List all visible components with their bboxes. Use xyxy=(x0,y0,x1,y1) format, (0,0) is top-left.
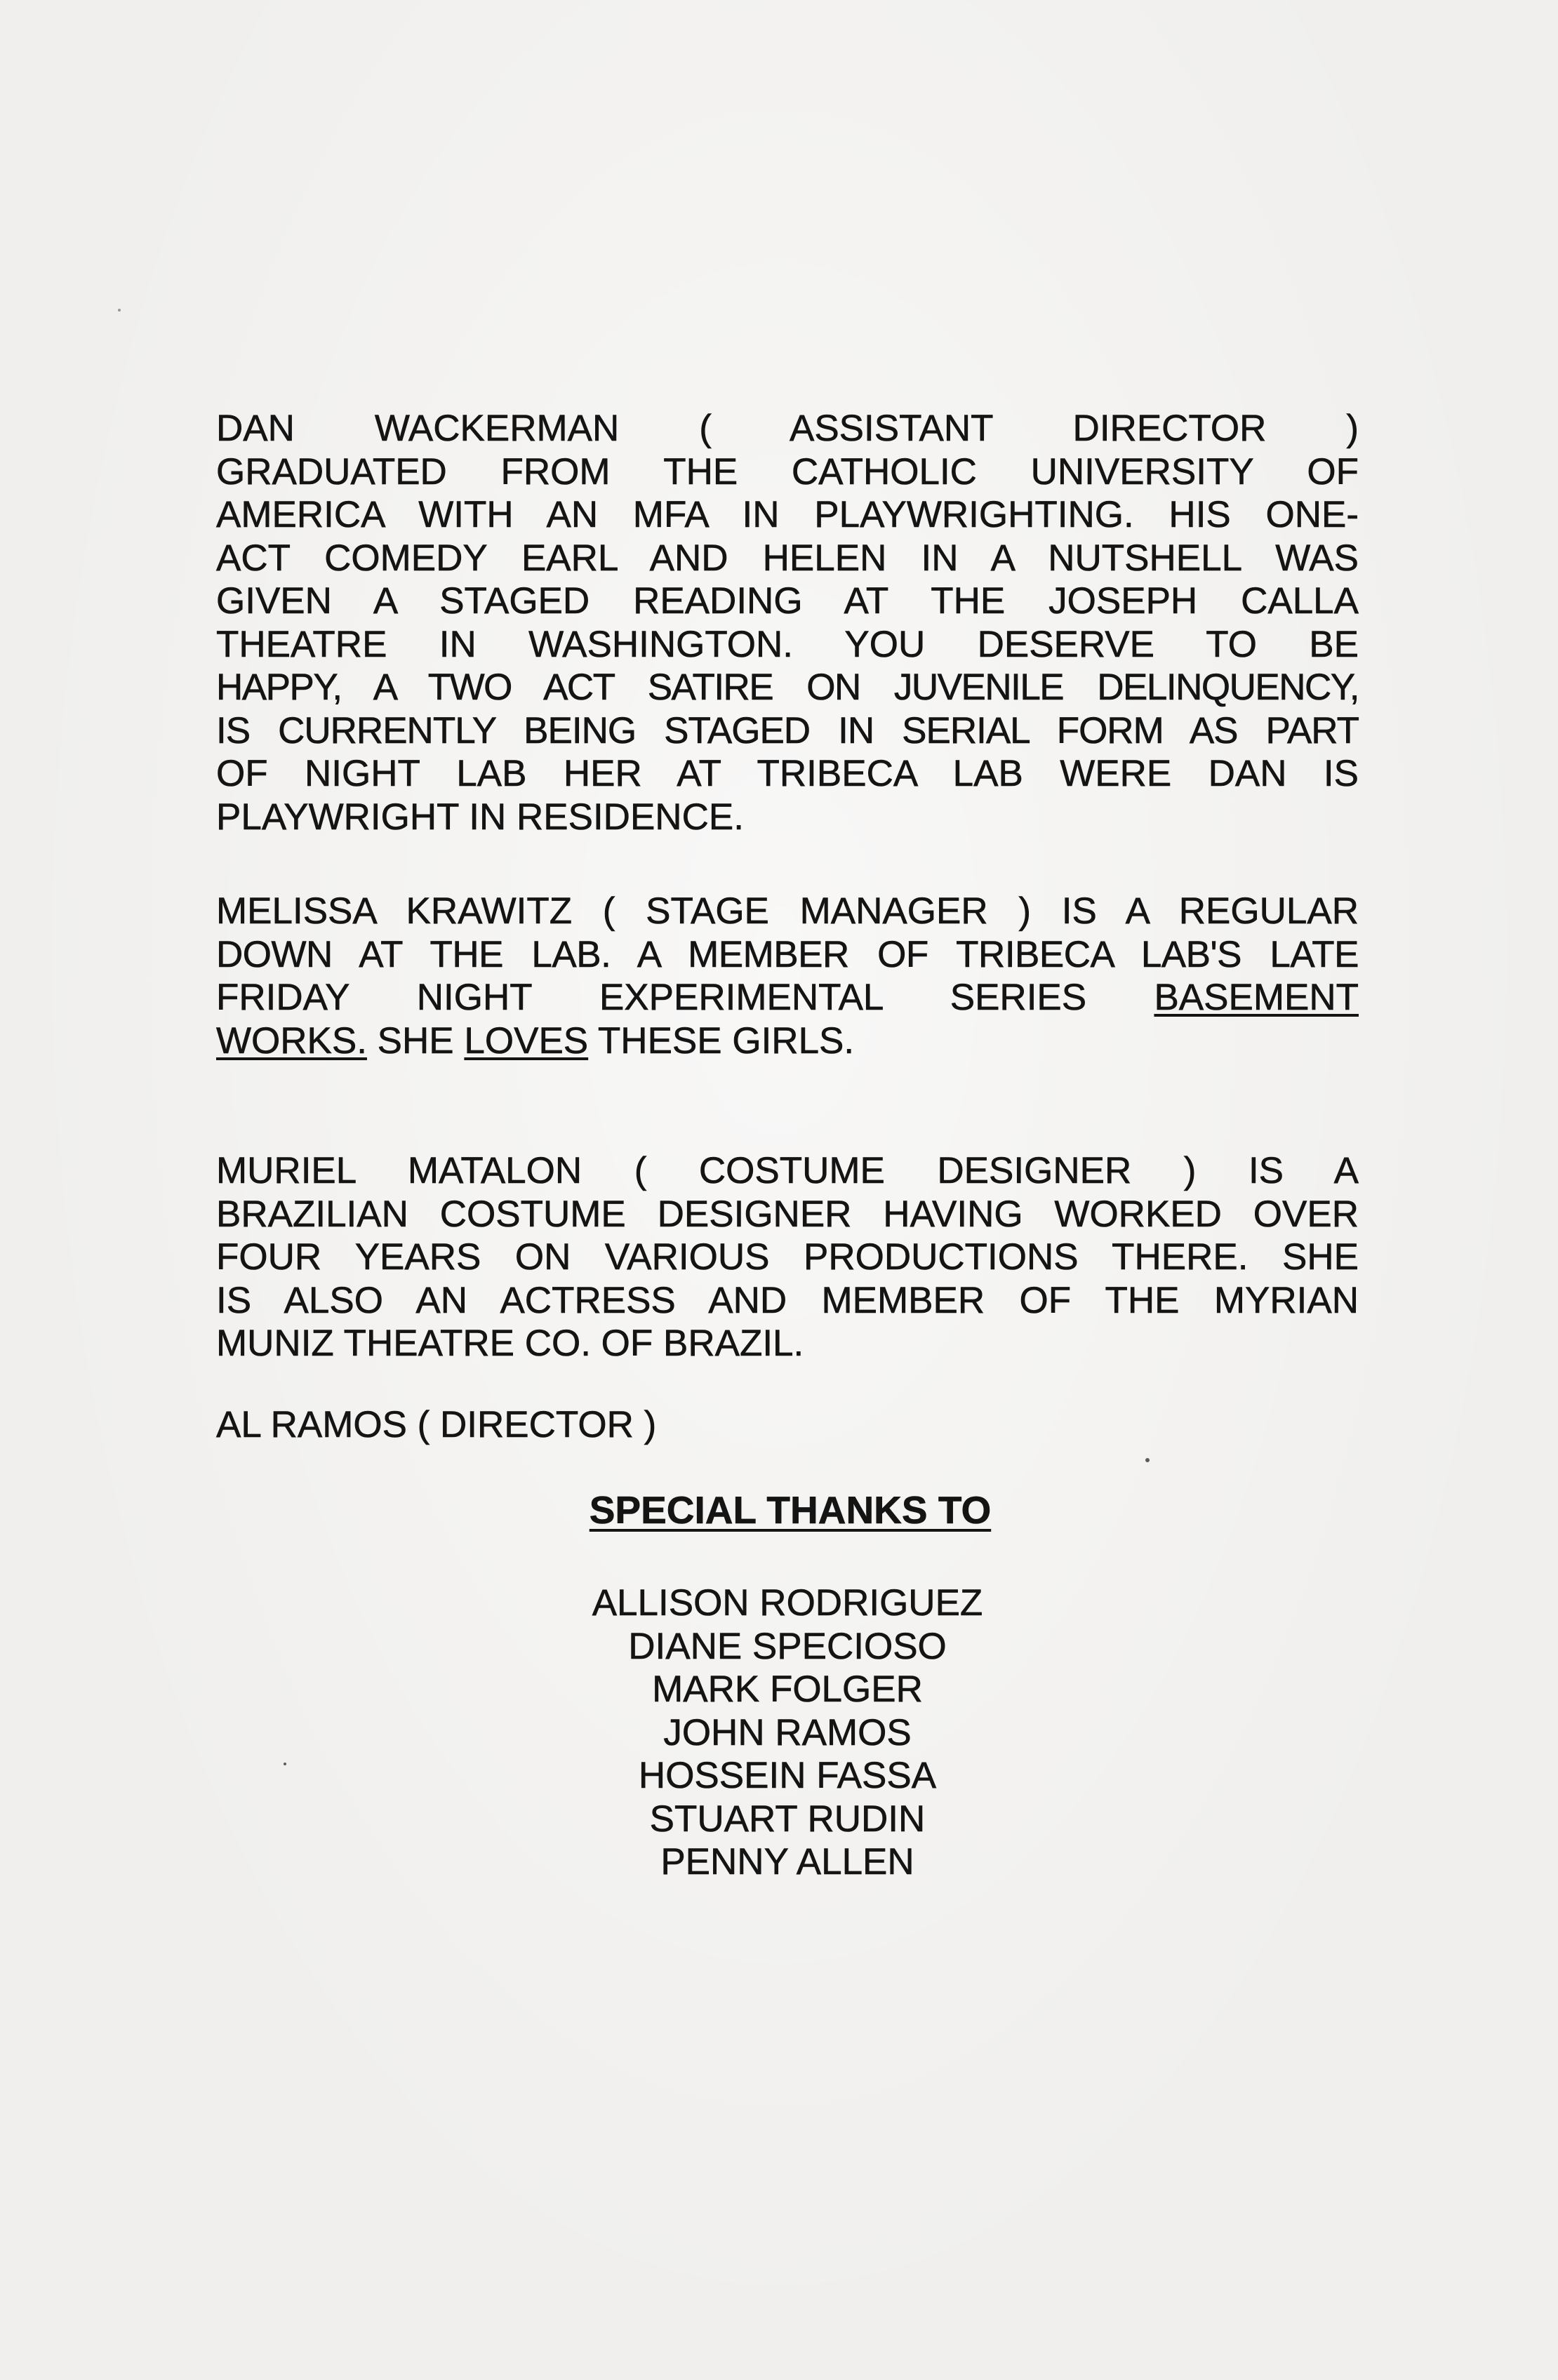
thanks-name: PENNY ALLEN xyxy=(660,1841,914,1883)
bio-al-ramos xyxy=(216,1403,1359,1447)
paper-speck xyxy=(118,309,121,312)
bio-line: BRAZILIAN COSTUME DESIGNER HAVING WORKED OVER xyxy=(216,1193,1359,1235)
bio-line: FOUR YEARS ON VARIOUS PRODUCTIONS THERE. SHE xyxy=(216,1236,1359,1278)
bio-line: PLAYWRIGHT IN RESIDENCE. xyxy=(216,796,744,838)
thanks-name: MARK FOLGER xyxy=(652,1669,923,1710)
bio-muriel-matalon xyxy=(216,1149,1359,1365)
bio-text: THESE GIRLS. xyxy=(588,1019,855,1062)
bio-line: MUNIZ THEATRE CO. OF BRAZIL. xyxy=(216,1323,804,1364)
bio-text: SHE xyxy=(366,1019,465,1062)
bio-text: FRIDAY NIGHT EXPERIMENTAL SERIES xyxy=(216,977,1154,1018)
bio-line: AL RAMOS ( DIRECTOR ) xyxy=(216,1404,657,1445)
special-thanks-section xyxy=(216,1488,1359,1884)
bio-line: THEATRE IN WASHINGTON. YOU DESERVE TO BE xyxy=(216,623,1359,665)
bio-line xyxy=(216,976,1359,1019)
bio-line: GIVEN A STAGED READING AT THE JOSEPH CALLA xyxy=(216,580,1359,622)
underlined-series-name: BASEMENT xyxy=(1154,977,1359,1018)
bio-line: DAN WACKERMAN ( ASSISTANT DIRECTOR ) xyxy=(216,408,1359,449)
special-thanks-heading: SPECIAL THANKS TO xyxy=(589,1488,992,1532)
bio-dan-wackerman xyxy=(216,407,1359,838)
bio-line: IS CURRENTLY BEING STAGED IN SERIAL FORM AS PART xyxy=(216,709,1359,751)
thanks-name: STUART RUDIN xyxy=(649,1798,926,1840)
bio-line: HAPPY, A TWO ACT SATIRE ON JUVENILE DELINQUENCY, xyxy=(216,667,1359,708)
paper-speck xyxy=(1145,1458,1150,1462)
paper-speck xyxy=(284,1763,286,1765)
bio-line: MURIEL MATALON ( COSTUME DESIGNER ) IS A xyxy=(216,1150,1359,1191)
thanks-name: JOHN RAMOS xyxy=(663,1711,912,1753)
thanks-name: ALLISON RODRIGUEZ xyxy=(592,1582,983,1624)
thanks-name-list xyxy=(216,1582,1359,1884)
bio-line: OF NIGHT LAB HER AT TRIBECA LAB WERE DAN IS xyxy=(216,753,1359,794)
thanks-name: HOSSEIN FASSA xyxy=(638,1755,937,1796)
bio-line: MELISSA KRAWITZ ( STAGE MANAGER ) IS A REGULAR xyxy=(216,890,1359,932)
bio-melissa-krawitz xyxy=(216,890,1359,1062)
thanks-name: DIANE SPECIOSO xyxy=(628,1625,947,1667)
bio-line: GRADUATED FROM THE CATHOLIC UNIVERSITY OF xyxy=(216,450,1359,493)
bio-line xyxy=(216,1019,1359,1063)
bio-line: IS ALSO AN ACTRESS AND MEMBER OF THE MYRIAN xyxy=(216,1279,1359,1321)
bio-line: DOWN AT THE LAB. A MEMBER OF TRIBECA LAB'S LATE xyxy=(216,933,1359,975)
bio-line: AMERICA WITH AN MFA IN PLAYWRIGHTING. HIS ONE- xyxy=(216,494,1359,535)
underlined-word: LOVES xyxy=(464,1019,589,1062)
bio-line: ACT COMEDY EARL AND HELEN IN A NUTSHELL WAS xyxy=(216,537,1359,579)
underlined-series-name: WORKS. xyxy=(216,1019,367,1062)
